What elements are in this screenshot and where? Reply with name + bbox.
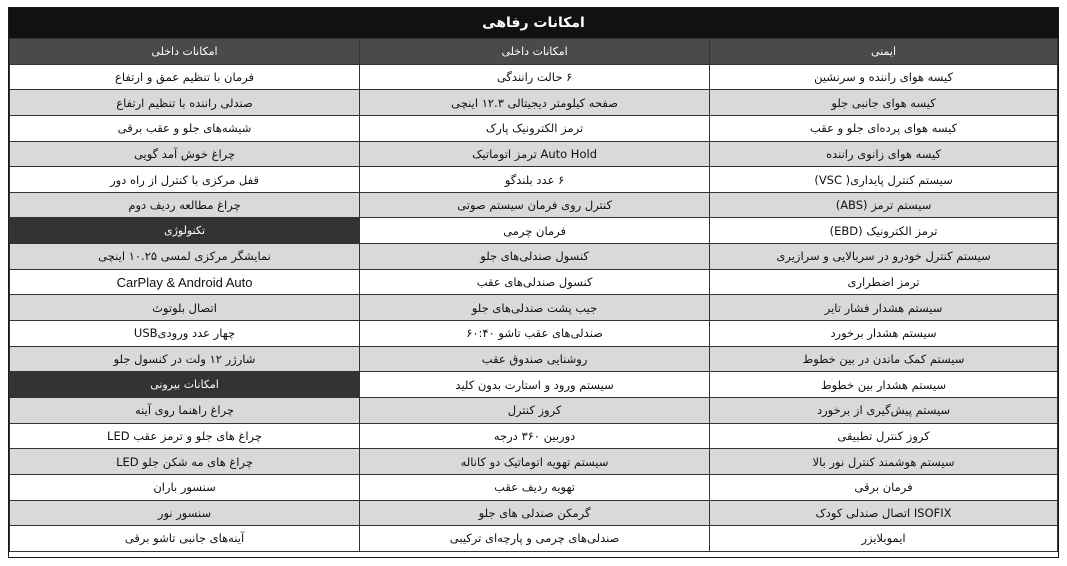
- table-cell: سیستم تهویه اتوماتیک دو کاناله: [360, 449, 710, 475]
- table-cell: گرمکن صندلی های جلو: [360, 500, 710, 526]
- table-cell: سیستم ورود و استارت بدون کلید: [360, 372, 710, 398]
- table-row: [10, 218, 1058, 244]
- table-row: [10, 192, 1058, 218]
- table-cell: آینه‌های جانبی تاشو برقی: [10, 526, 360, 552]
- table-cell: سیستم پیش‌گیری از برخورد: [710, 397, 1058, 423]
- table-cell: ترمز الکترونیک پارک: [360, 115, 710, 141]
- table-cell: سیستم کنترل خودرو در سربالایی و سرازیری: [710, 244, 1058, 270]
- table-cell: فرمان با تنظیم عمق و ارتفاع: [10, 64, 360, 90]
- table-row: [10, 115, 1058, 141]
- table-row: [10, 474, 1058, 500]
- table-cell: ۶ حالت رانندگی: [360, 64, 710, 90]
- table-cell: کروز کنترل تطبیقی: [710, 423, 1058, 449]
- table-cell: سیستم هشدار بین خطوط: [710, 372, 1058, 398]
- features-table: [9, 38, 1058, 552]
- table-cell: دوربین ۳۶۰ درجه: [360, 423, 710, 449]
- table-cell: سنسور نور: [10, 500, 360, 526]
- table-cell: چراغ راهنما روی آینه: [10, 397, 360, 423]
- table-cell: چراغ های جلو و ترمز عقب LED: [10, 423, 360, 449]
- table-cell: سنسور باران: [10, 474, 360, 500]
- table-cell: سیستم هشدار فشار تایر: [710, 295, 1058, 321]
- table-cell: Auto Hold ترمز اتوماتیک: [360, 141, 710, 167]
- table-row: [10, 269, 1058, 295]
- table-cell: چراغ مطالعه ردیف دوم: [10, 192, 360, 218]
- table-cell: تهویه ردیف عقب: [360, 474, 710, 500]
- table-cell: CarPlay & Android Auto: [10, 269, 360, 295]
- table-cell: شیشه‌های جلو و عقب برقی: [10, 115, 360, 141]
- table-cell: کنسول صندلی‌های جلو: [360, 244, 710, 270]
- table-cell: فرمان برقی: [710, 474, 1058, 500]
- table-cell: صندلی‌های عقب تاشو ۶۰:۴۰: [360, 321, 710, 347]
- table-cell: قفل مرکزی با کنترل از راه دور: [10, 167, 360, 193]
- table-cell: کیسه هوای زانوی راننده: [710, 141, 1058, 167]
- table-row: [10, 526, 1058, 552]
- section-header-technology: تکنولوژی: [10, 218, 360, 244]
- table-cell: اتصال بلوتوث: [10, 295, 360, 321]
- table-cell: صندلی راننده با تنظیم ارتفاع: [10, 90, 360, 116]
- table-cell: روشنایی صندوق عقب: [360, 346, 710, 372]
- table-cell: کنترل روی فرمان سیستم صوتی: [360, 192, 710, 218]
- table-cell: فرمان چرمی: [360, 218, 710, 244]
- table-cell: جیب پشت صندلی‌های جلو: [360, 295, 710, 321]
- table-cell: ایموبلایزر: [710, 526, 1058, 552]
- table-cell: صندلی‌های چرمی و پارچه‌ای ترکیبی: [360, 526, 710, 552]
- table-cell: چراغ خوش آمد گویی: [10, 141, 360, 167]
- table-row: [10, 321, 1058, 347]
- table-cell: کیسه هوای جانبی جلو: [710, 90, 1058, 116]
- table-cell: ۶ عدد بلندگو: [360, 167, 710, 193]
- table-cell: کیسه هوای پرده‌ای جلو و عقب: [710, 115, 1058, 141]
- table-row: [10, 500, 1058, 526]
- table-row: [10, 64, 1058, 90]
- table-cell: چراغ های مه شکن جلو LED: [10, 449, 360, 475]
- table-row: [10, 397, 1058, 423]
- table-cell: سیستم هوشمند کنترل نور بالا: [710, 449, 1058, 475]
- table-row: [10, 372, 1058, 398]
- header-interior: امکانات داخلی: [360, 39, 710, 65]
- features-sheet: [8, 7, 1059, 558]
- table-row: [10, 295, 1058, 321]
- table-cell: ترمز اضطراری: [710, 269, 1058, 295]
- table-cell: صفحه کیلومتر دیجیتالی ۱۲.۳ اینچی: [360, 90, 710, 116]
- table-row: [10, 141, 1058, 167]
- table-cell: کنسول صندلی‌های عقب: [360, 269, 710, 295]
- table-cell: کیسه هوای راننده و سرنشین: [710, 64, 1058, 90]
- table-row: [10, 346, 1058, 372]
- table-cell: ISOFIX اتصال صندلی کودک: [710, 500, 1058, 526]
- section-header-exterior: امکانات بیرونی: [10, 372, 360, 398]
- header-row: [10, 39, 1058, 65]
- table-cell: سیستم کمک ماندن در بین خطوط: [710, 346, 1058, 372]
- table-cell: نمایشگر مرکزی لمسی ۱۰.۲۵ اینچی: [10, 244, 360, 270]
- sheet-title: امکانات رفاهی: [9, 8, 1058, 38]
- table-cell: ترمز الکترونیک (EBD): [710, 218, 1058, 244]
- table-row: [10, 423, 1058, 449]
- table-row: [10, 244, 1058, 270]
- header-interior-2: امکانات داخلی: [10, 39, 360, 65]
- table-cell: سیستم هشدار برخورد: [710, 321, 1058, 347]
- table-row: [10, 90, 1058, 116]
- table-cell: شارژر ۱۲ ولت در کنسول جلو: [10, 346, 360, 372]
- table-cell: چهار عدد ورودیUSB: [10, 321, 360, 347]
- table-cell: سیستم ترمز (ABS): [710, 192, 1058, 218]
- header-safety: ایمنی: [710, 39, 1058, 65]
- table-row: [10, 449, 1058, 475]
- table-cell: سیستم کنترل پایداری( VSC): [710, 167, 1058, 193]
- table-cell: کروز کنترل: [360, 397, 710, 423]
- table-row: [10, 167, 1058, 193]
